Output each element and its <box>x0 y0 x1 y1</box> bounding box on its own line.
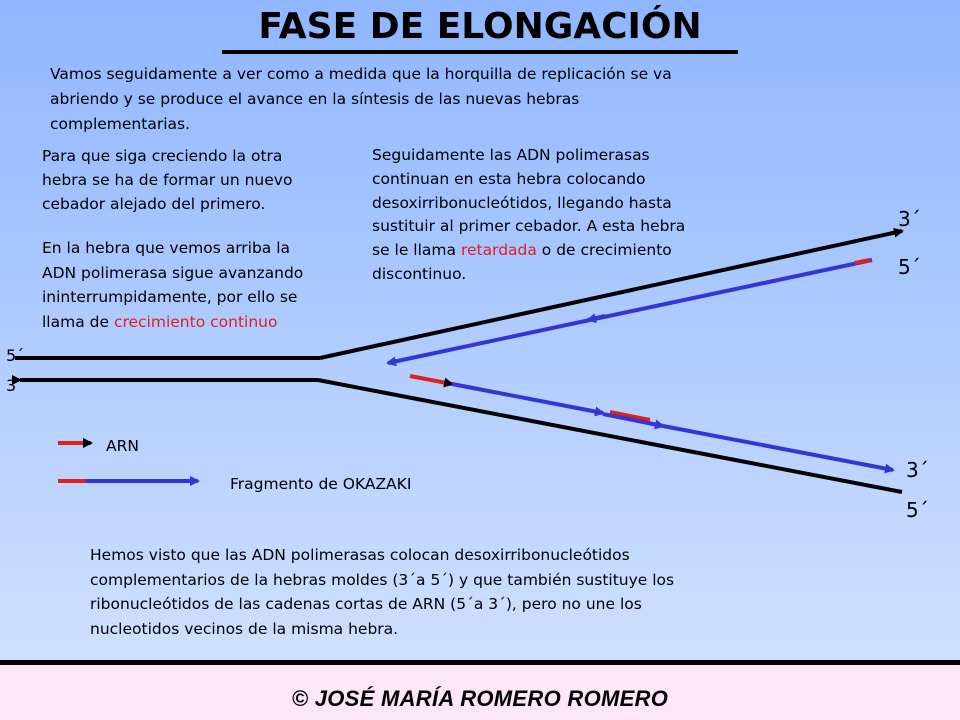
intro-line: Vamos seguidamente a ver como a medida que la horquilla de replicación se va <box>50 65 672 83</box>
bottom-template-strand <box>20 380 902 492</box>
label-5-prime-top-right: 5´ <box>898 255 921 279</box>
note-line: desoxirribonucleótidos, llegando hasta <box>372 193 672 212</box>
lagging-highlight: retardada <box>460 241 537 260</box>
leading-new-strand <box>388 260 872 363</box>
note-line-prefix: llama de <box>42 312 114 331</box>
label-3-prime-bottom-right: 3´ <box>906 458 929 482</box>
label-5-prime-bottom-right: 5´ <box>906 498 929 522</box>
summary-line: Hemos visto que las ADN polimerasas colocan desoxirribonucleótidos <box>90 546 630 564</box>
legend-rna-label: ARN <box>106 437 139 455</box>
intro-line: complementarias. <box>50 115 190 133</box>
label-3-prime-top-right: 3´ <box>898 207 921 231</box>
note-line: Seguidamente las ADN polimerasas <box>372 146 650 164</box>
label-5-prime-left: 5´ <box>6 346 25 365</box>
note-line: ininterrumpidamente, por ello se <box>42 288 298 306</box>
continuous-growth-highlight: crecimiento continuo <box>113 312 278 331</box>
copyright-text: © JOSÉ MARÍA ROMERO ROMERO <box>291 686 669 711</box>
note-line: discontinuo. <box>372 264 467 283</box>
note-line: Para que siga creciendo la otra <box>42 147 283 165</box>
rna-primer <box>410 376 452 384</box>
legend-okazaki-label: Fragmento de OKAZAKI <box>230 475 412 493</box>
summary-line: ribonucleótidos de las cadenas cortas de ARN (5´a 3´), pero no une los <box>90 595 642 613</box>
note-line: continuan en esta hebra colocando <box>372 169 646 188</box>
summary-paragraph <box>90 543 674 641</box>
note-line: cebador alejado del primero. <box>42 195 266 213</box>
note-line: hebra se ha de formar un nuevo <box>42 171 293 189</box>
okazaki-fragment <box>663 426 893 470</box>
summary-line: complementarios de la hebras moldes (3´a 5´) y que también sustituye los <box>90 570 675 589</box>
lagging-new-strand <box>410 376 893 470</box>
top-template-strand <box>15 231 902 358</box>
summary-line: nucleotidos vecinos de la misma hebra. <box>90 619 399 638</box>
footer-bar <box>0 660 960 720</box>
note-line: sustituir al primer cebador. A esta hebra <box>372 217 686 236</box>
note-line-suffix: o de crecimiento <box>536 241 672 260</box>
note-line-prefix: se le llama <box>372 241 461 260</box>
note-line: En la hebra que vemos arriba la <box>42 239 291 257</box>
label-3-prime-left: 3´ <box>6 376 25 395</box>
intro-line: abriendo y se produce el avance en la síntesis de las nuevas hebras <box>50 90 580 108</box>
slide-title: FASE DE ELONGACIÓN <box>222 6 738 54</box>
note-line: ADN polimerasa sigue avanzando <box>42 263 304 282</box>
